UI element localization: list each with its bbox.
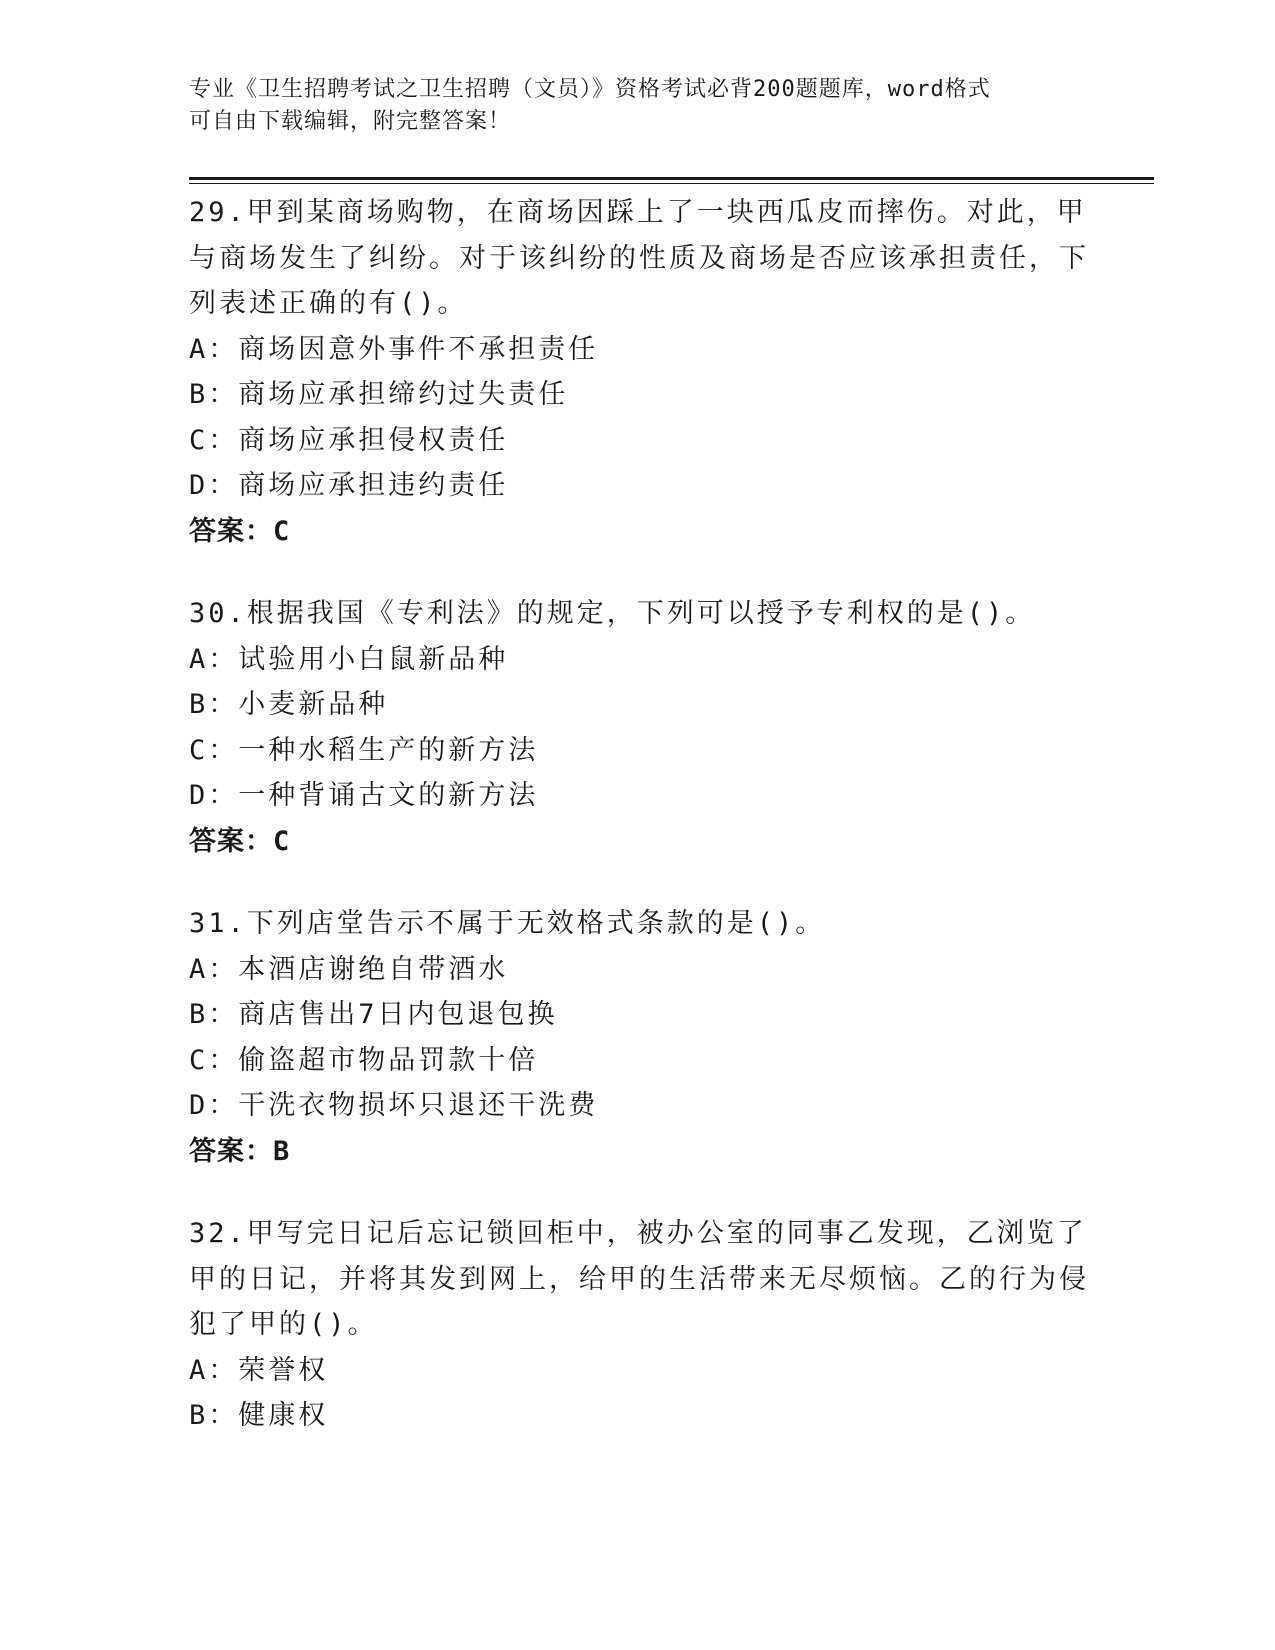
option-b: B：商场应承担缔约过失责任 [189,379,569,410]
question-30 [189,591,1089,864]
option-c: C：商场应承担侵权责任 [189,424,509,456]
question-29 [189,190,1089,554]
option-d: D：商场应承担违约责任 [189,470,509,501]
question-31 [189,901,1089,1174]
answer: 答案：B [189,1135,291,1167]
option-a: A：本酒店谢绝自带酒水 [189,953,509,985]
question-stem: 30.根据我国《专利法》的规定，下列可以授予专利权的是()。 [189,598,1036,629]
answer: 答案：C [189,515,291,547]
option-b: B：商店售出7日内包退包换 [189,999,558,1030]
question-stem: 32.甲写完日记后忘记锁回柜中，被办公室的同事乙发现，乙浏览了甲的日记，并将其发到网上，给甲的生活带来无尽烦恼。乙的行为侵犯了甲的()。 [189,1218,1089,1340]
question-32 [189,1211,1089,1439]
option-b: B：小麦新品种 [189,689,389,720]
option-d: D：一种背诵古文的新方法 [189,780,539,811]
question-stem: 31.下列店堂告示不属于无效格式条款的是()。 [189,908,826,939]
header-line-2: 可自由下载编辑，附完整答案！ [189,109,512,134]
header-rule-thick [189,177,1154,180]
option-b: B：健康权 [189,1400,329,1431]
option-c: C：一种水稻生产的新方法 [189,734,539,766]
option-a: A：荣誉权 [189,1354,329,1386]
document-header [189,74,1089,138]
option-d: D：干洗衣物损坏只退还干洗费 [189,1090,599,1121]
header-rule-thin [189,183,1154,184]
option-a: A：商场因意外事件不承担责任 [189,333,599,365]
answer: 答案：C [189,825,291,857]
question-stem: 29.甲到某商场购物，在商场因踩上了一块西瓜皮而摔伤。对此，甲与商场发生了纠纷。对于该纠纷的性质及商场是否应该承担责任，下列表述正确的有()。 [189,197,1089,319]
question-list [189,190,1089,1476]
option-c: C：偷盗超市物品罚款十倍 [189,1044,539,1076]
option-a: A：试验用小白鼠新品种 [189,643,509,675]
header-line-1: 专业《卫生招聘考试之卫生招聘（文员）》资格考试必背200题题库，word格式 [189,77,991,102]
